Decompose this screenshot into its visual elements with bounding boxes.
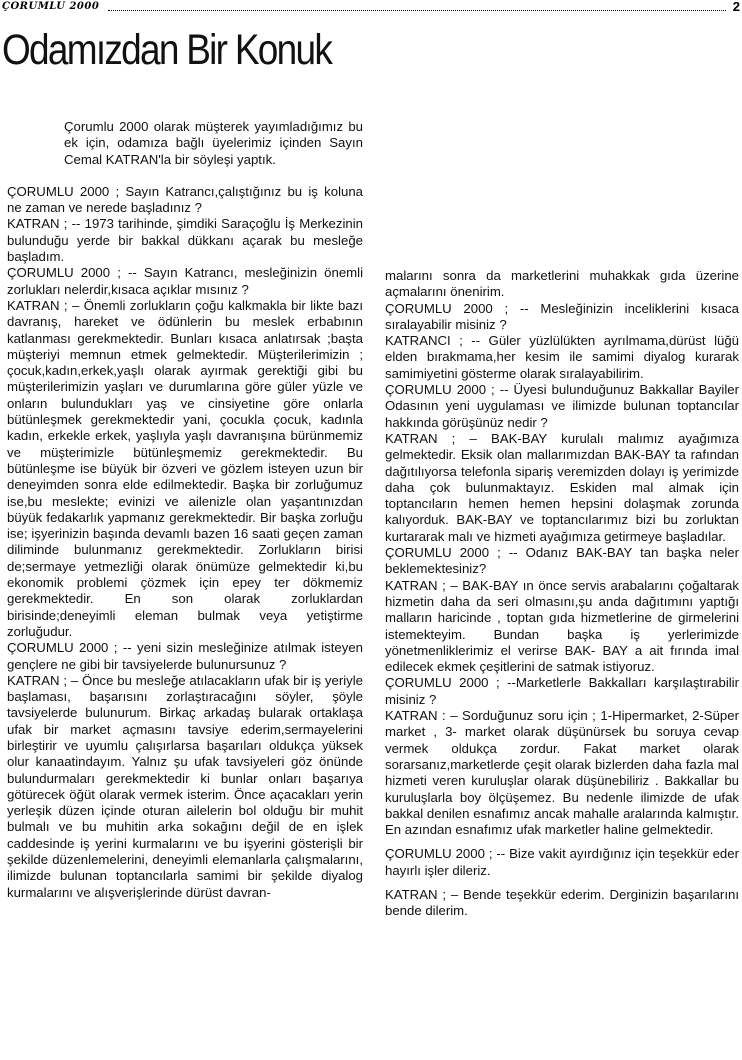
intro-paragraph: Çorumlu 2000 olarak müşterek yayımladığımız bu ek için, odamıza bağlı üyelerimiz içinden Sayın Cemal KATRAN'la bir söyleşi yaptık. bbox=[64, 119, 363, 167]
question-advice: ÇORUMLU 2000 ; -- yeni sizin mesleğinize atılmak isteyen gençlere ne gibi bir tavsiyelerde bulunursunuz ? bbox=[7, 640, 363, 672]
article-title: Odamızdan Bir Konuk bbox=[2, 26, 332, 74]
answer-difficulties: KATRAN ; – Önemli zorlukların çoğu kalkmakla bir likte bazı davranış, hareket ve ödünlerin bu meslek erbabının katlanması gerekmektedir. Bunları kısaca anlatırsak ;başta müşteriyi memnun etmek gelmektedir. Müşterilerimizin ; çocuk,kadın,erkek,yaşlı olarak ayırmak gerektiği gibi bu müşterilerimizin yaşları ve durumlarına göre güler yüzle ve onların bulundukları yaş ve cinsiyetine göre onlarla bütünleşmek gerekmektedir yani, çocukla çocuk, kadınla kadın, erkekle erkek, yaşlıyla yaşlı davranışına bürünmemiz ve müşterimizle bütünleşmemiz gerekmektedir. Bu bütünleşme ise büyük bir özveri ve gözlem isteyen uzun bir deneyimden sonra elde edilmektedir. Başka bir zorluğumuz ise,bu meslekte; evinizi ve ailenizle olan yaşantınızdan büyük fedakarlık yapmanız gerekmektedir. Bir başka zorluğu ise; işyerinizin başında devamlı bazen 16 saati geçen zaman diliminde bulunmanız gerekmektedir. Zorlukların birisi de;sermaye yetmezliği olarak önümüze gelmektedir ki,bu ekonomik problemi çözmek için epey ter dökmemiz gerekmektedir. En son olarak zorluklardan birisinde;deneyimli eleman bulmak veya yetiştirme zorluğudur. bbox=[7, 297, 363, 639]
question-start: ÇORUMLU 2000 ; Sayın Katrancı,çalıştığınız bu iş koluna ne zaman ve nerede başladınız ? bbox=[7, 183, 363, 216]
answer-expectations: KATRAN ; – BAK-BAY ın önce servis arabalarını çoğaltarak hizmetin daha da seri olmasını,şu anda dağıtımını yaptığı malların haricinde , toptan gıda hizmetlerine de girmelerini istemekteyim. Bundan başka iş yerlerimizde yönetmenliklerimiz el verirse BAK- BAY a ait fırında imal edilecek ekmek çeşitlerini de satmak istiyoruz. bbox=[385, 577, 739, 675]
left-column bbox=[7, 119, 363, 901]
question-chamber: ÇORUMLU 2000 ; -- Üyesi bulunduğunuz Bakkallar Bayiler Odasının yeni uygulaması ve ilimizde bulunan toptancılar hakkında görüşünüz nedir ? bbox=[385, 382, 739, 430]
paragraph-gap bbox=[385, 879, 739, 887]
page-number: 2 bbox=[732, 0, 740, 14]
header-dotted-rule bbox=[108, 10, 726, 11]
question-comparison: ÇORUMLU 2000 ; --Marketlerle Bakkalları karşılaştırabilir misiniz ? bbox=[385, 675, 739, 707]
question-difficulties: ÇORUMLU 2000 ; -- Sayın Katrancı, mesleğinizin önemli zorlukları nelerdir,kısaca açıklar mısınız ? bbox=[7, 265, 363, 297]
answer-advice-continued: malarını sonra da marketlerini muhakkak gıda üzerine açmalarını önenirim. bbox=[385, 268, 739, 300]
question-details: ÇORUMLU 2000 ; -- Mesleğinizin inceliklerini kısaca sıralayabilir misiniz ? bbox=[385, 300, 739, 332]
paragraph-gap bbox=[385, 838, 739, 846]
answer-details: KATRANCI ; -- Güler yüzlülükten ayrılmama,dürüst lüğü elden bırakmama,her kesim ile samimi diyalog kurarak samimiyetini gösterme olarak sıralayabilirim. bbox=[385, 333, 739, 381]
answer-advice: KATRAN ; – Önce bu mesleğe atılacakların ufak bir iş yeriyle başlaması, başarısını zorlaştıracağını söyler, şöyle tavsiyelerde bulunurum. Birkaç arkadaş bularak ortaklaşa ufak bir market açmasını tavsiye ederim,sermayelerini birleştirir ve uyumlu çalışırlarsa başarıları oldukça yüksek olur kanaatindayım. Yalnız şu ufak tavsiyeleri göz önünde bulundurmaları gerekmektedir ki bunlar onları başarıya götürecek öğüt olarak vermek isterim. Önce açacakları yerin yerleşik düzen içinde oturan ailelerin bol olduğu bir muhit bulmalı ve bu muhitin arka sokağını değil de en işlek caddesinde iş yerini kurmalarını ve bu işyerini gösterişli bir şekilde düzenlemelerini, deneyimli elemanlarla çalışmalarını, ilimizde bulunan toptancılarla samimi bir şekilde diyalog kurmalarını ve alışverişlerinde dürüst davran- bbox=[7, 672, 363, 900]
right-column bbox=[385, 268, 739, 920]
closing-reply: KATRAN ; – Bende teşekkür ederim. Derginizin başarılarını bende dilerim. bbox=[385, 886, 739, 919]
answer-start: KATRAN ; -- 1973 tarihinde, şimdiki Saraçoğlu İş Merkezinin bulunduğu yerde bir bakkal dükkanı açarak bu mesleğe başladım. bbox=[7, 216, 363, 265]
running-header bbox=[0, 0, 742, 16]
paragraph-gap bbox=[7, 168, 363, 184]
answer-comparison: KATRAN : – Sorduğunuz soru için ; 1-Hipermarket, 2-Süper market , 3- market olarak düşünürsek bu soruya cevap vermek oldukça zordur. Fakat market olarak sorarsanız,marketlerde çeşit olarak bizlerden daha fazla mal hizmeti veren kuruluşlar olarak düşünebiliriz . Bakkallar bu kuruluşlarla boy ölçüşemez. Bu nedenle ilimizde de ufak bakkal denilen esnafımız ancak mahalle aralarında kalmıştır. En azından esnafımız ufak marketler haline gelmektedir. bbox=[385, 708, 739, 838]
question-expectations: ÇORUMLU 2000 ; -- Odanız BAK-BAY tan başka neler beklemektesiniz? bbox=[385, 545, 739, 577]
answer-chamber: KATRAN ; – BAK-BAY kurulalı malımız ayağımıza gelmektedir. Eksik olan mallarımızdan BAK-BAY ta rafından dağıtılıyorsa telefonla sipariş veremizden dolayı iş yerimizde daha çok bulunmaktayız. Eskiden mal almak için toptancıların hemen hemen hepsini dolaşmak zorunda kalıyorduk. BAK-BAY ve toptancılarımız bizi bu zorluktan kurtararak malı ve hizmeti ayağımıza getirmeye başladılar. bbox=[385, 430, 739, 544]
closing-thanks: ÇORUMLU 2000 ; -- Bize vakit ayırdığınız için teşekkür eder hayırlı işler dileriz. bbox=[385, 846, 739, 878]
header-brand: ÇORUMLU 2000 bbox=[2, 1, 100, 12]
